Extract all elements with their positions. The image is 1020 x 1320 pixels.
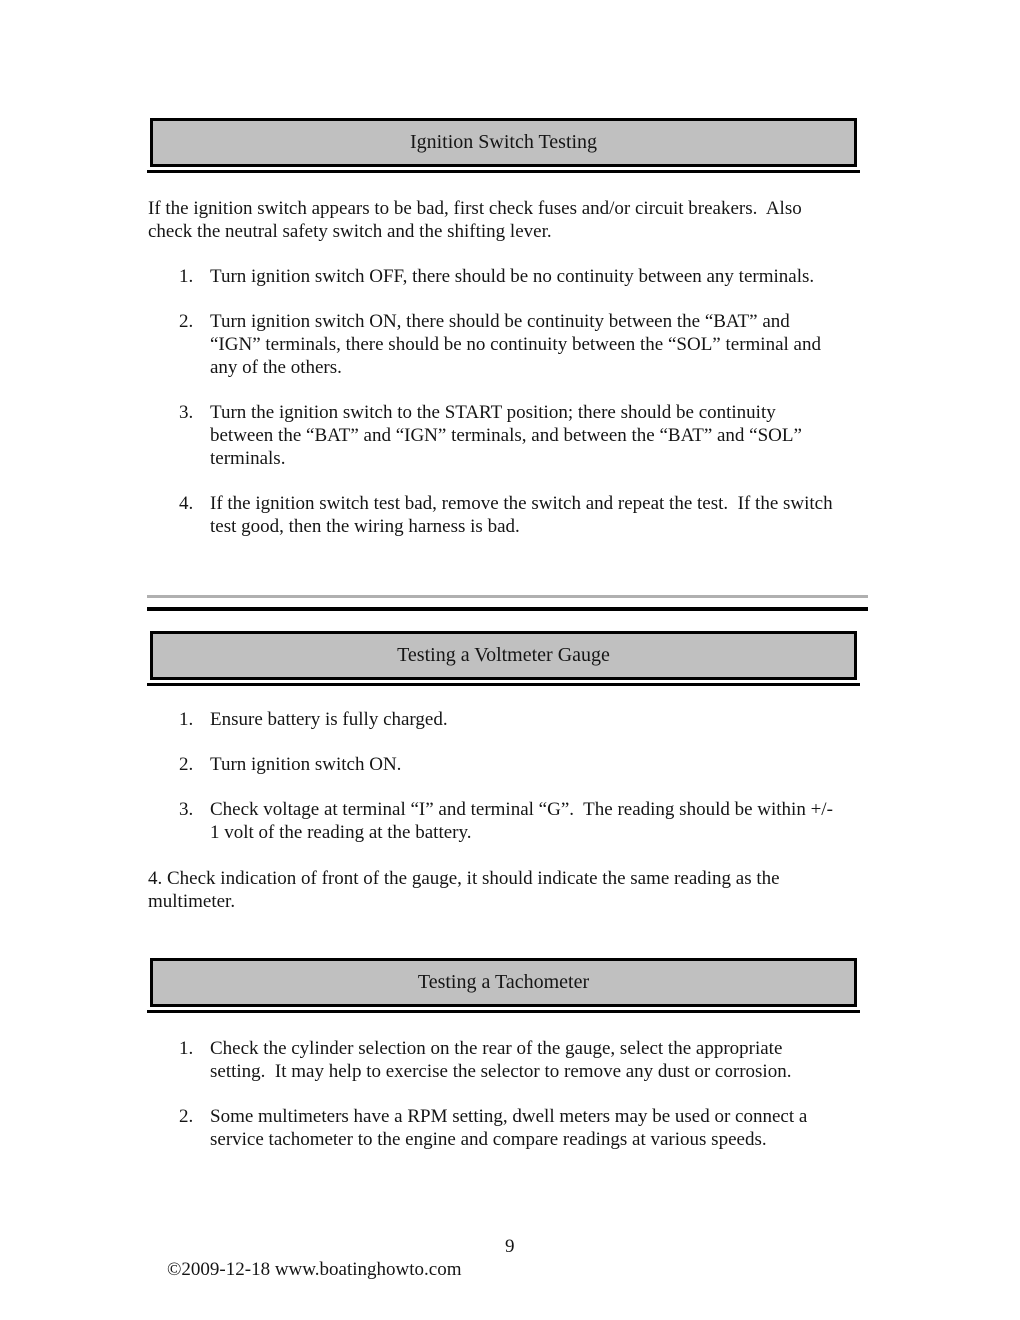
section-title: Testing a Voltmeter Gauge [397,644,610,666]
section-title: Testing a Tachometer [417,971,590,993]
list-item-line: Turn ignition switch OFF, there should be no continuity between any terminals. [210,266,815,287]
header-underline [147,683,860,686]
list-item [148,492,833,538]
list-item [148,708,833,731]
list-item-line: between the “BAT” and “IGN” terminals, and between the “BAT” and “SOL” [210,425,802,446]
footer-page-number: 9 [505,1236,515,1257]
list-item-line: Ensure battery is fully charged. [210,709,448,730]
list-item-line: test good, then the wiring harness is bad. [210,516,520,537]
footer-copyright: ©2009-12-18 www.boatinghowto.com [167,1259,462,1280]
list-item-number: 2. [179,754,194,775]
list-item-line: terminals. [210,448,286,469]
list-item-number: 3. [179,402,194,423]
list-item-line: 1 volt of the reading at the battery. [210,822,472,843]
section-separator-gray-line [147,595,868,598]
list-item-line: setting. It may help to exercise the selector to remove any dust or corrosion. [210,1061,792,1082]
ignition-switch-test-list [148,265,833,560]
list-item-line: service tachometer to the engine and compare readings at various speeds. [210,1129,767,1150]
list-item-line: Turn the ignition switch to the START position; there should be continuity [210,402,776,423]
list-item [148,1105,807,1151]
header-underline [147,1010,860,1013]
page-footer [148,1235,872,1320]
list-item-number: 2. [179,1106,194,1127]
list-item-number: 2. [179,311,194,332]
section-header-ignition-switch-testing [150,118,857,167]
voltmeter-test-list [148,708,833,866]
list-item-number: 1. [179,709,194,730]
intro-paragraph [148,197,802,243]
list-item [148,1037,807,1083]
voltmeter-step4-paragraph [148,867,780,913]
list-item-number: 3. [179,799,194,820]
list-item-line: Check the cylinder selection on the rear of the gauge, select the appropriate [210,1038,783,1059]
paragraph-line: If the ignition switch appears to be bad, first check fuses and/or circuit breakers. Also [148,198,802,219]
list-item [148,753,833,776]
list-item-line: Check voltage at terminal “I” and terminal “G”. The reading should be within +/- [210,799,833,820]
list-item-number: 1. [179,1038,194,1059]
paragraph-line: check the neutral safety switch and the shifting lever. [148,221,552,242]
section-header-testing-tachometer [150,958,857,1007]
list-item-line: Turn ignition switch ON, there should be continuity between the “BAT” and [210,311,790,332]
section-title: Ignition Switch Testing [409,131,598,153]
section-separator-black-line [147,607,868,611]
list-item-line: If the ignition switch test bad, remove the switch and repeat the test. If the switch [210,493,833,514]
list-item-line: Some multimeters have a RPM setting, dwell meters may be used or connect a [210,1106,808,1127]
header-underline [147,170,860,173]
list-item [148,798,833,844]
list-item-line: “IGN” terminals, there should be no continuity between the “SOL” terminal and [210,334,821,355]
list-item [148,265,833,288]
list-item-line: Turn ignition switch ON. [210,754,402,775]
tachometer-test-list [148,1037,807,1173]
list-item-number: 4. [179,493,194,514]
section-header-testing-voltmeter-gauge [150,631,857,680]
paragraph-line: multimeter. [148,891,236,912]
list-item [148,401,833,470]
list-item-number: 1. [179,266,194,287]
paragraph-line: 4. Check indication of front of the gauge, it should indicate the same reading as the [148,868,780,889]
list-item-line: any of the others. [210,357,342,378]
list-item [148,310,833,379]
